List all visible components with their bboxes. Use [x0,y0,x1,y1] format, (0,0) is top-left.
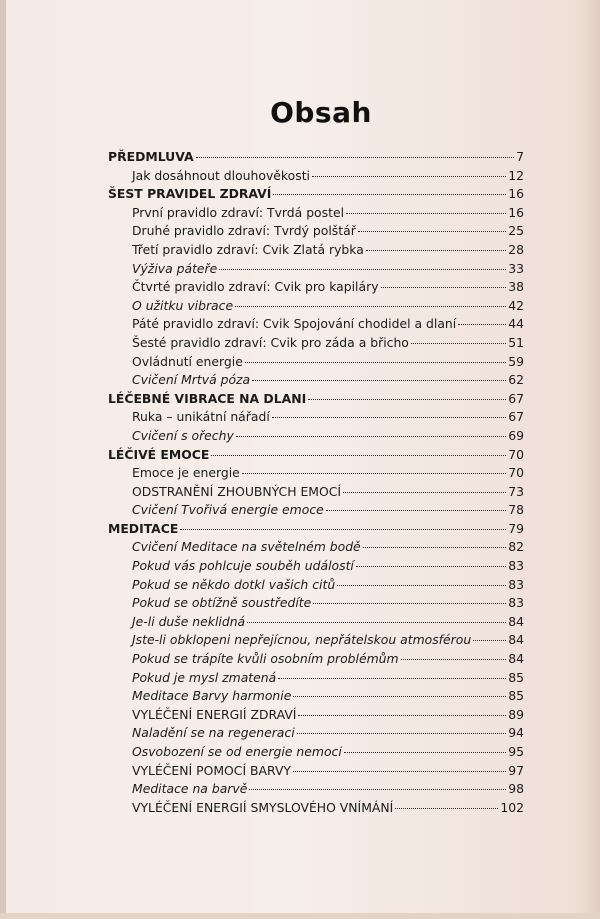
toc-entry-label: Čtvrté pravidlo zdraví: Cvik pro kapiláry [132,279,379,295]
table-of-contents [108,149,524,818]
toc-entry-page-number: 85 [508,669,524,685]
page-title: Obsah [270,96,372,129]
toc-entry [108,558,524,577]
toc-entry-label: Jak dosáhnout dlouhověkosti [132,167,310,183]
toc-entry-label: ŠEST PRAVIDEL ZDRAVÍ [108,186,272,202]
toc-entry-page-number: 12 [508,167,524,183]
toc-leader-dots [245,362,506,363]
toc-entry-page-number: 85 [508,688,524,704]
page-bottom-edge [0,913,600,919]
toc-entry [108,539,524,558]
toc-entry-label: VYLÉČENÍ ENERGIÍ ZDRAVÍ [132,706,297,722]
toc-entry [108,354,524,373]
toc-entry [108,298,524,317]
toc-entry [108,744,524,763]
toc-leader-dots [381,287,507,288]
toc-entry-label: Pokud se trápíte kvůli osobním problémům [132,651,399,667]
toc-entry-label: PŘEDMLUVA [108,149,194,164]
toc-entry [108,186,524,205]
toc-entry [108,521,524,540]
toc-entry-label: Výživa páteře [132,260,218,276]
toc-entry-page-number: 16 [508,186,524,202]
toc-entry-page-number: 84 [508,613,524,629]
toc-entry [108,632,524,651]
toc-entry-label: Ruka – unikátní nářadí [132,409,270,425]
toc-leader-dots [346,213,506,214]
toc-leader-dots [249,789,506,790]
toc-entry [108,428,524,447]
toc-entry-label: Je-li duše neklidná [132,613,246,629]
toc-entry-label: Páté pravidlo zdraví: Cvik Spojování chodidel a dlaní [132,316,457,332]
toc-leader-dots [401,659,507,660]
toc-entry [108,242,524,261]
toc-entry-page-number: 33 [508,260,524,276]
toc-entry [108,484,524,503]
toc-entry [108,707,524,726]
toc-entry [108,168,524,187]
toc-leader-dots [313,603,506,604]
toc-entry-label: Šesté pravidlo zdraví: Cvik pro záda a břicho [132,334,409,350]
toc-entry-label: Pokud se někdo dotkl vašich citů [132,576,336,592]
toc-entry [108,670,524,689]
toc-entry [108,651,524,670]
toc-entry-page-number: 67 [508,409,524,425]
toc-entry-page-number: 70 [508,465,524,481]
toc-entry-page-number: 70 [508,446,524,462]
toc-entry-page-number: 83 [508,558,524,574]
toc-entry-page-number: 69 [508,427,524,443]
toc-entry-page-number: 84 [508,632,524,648]
toc-entry-page-number: 89 [508,706,524,722]
toc-leader-dots [211,455,506,456]
toc-entry [108,409,524,428]
toc-leader-dots [272,417,506,418]
toc-entry [108,205,524,224]
toc-entry-page-number: 83 [508,595,524,611]
toc-entry-label: Cvičení Mrtvá póza [132,372,251,388]
toc-entry-page-number: 79 [508,520,524,536]
toc-entry-label: ODSTRANĚNÍ ZHOUBNÝCH EMOCÍ [132,483,342,499]
toc-entry [108,781,524,800]
toc-entry-page-number: 44 [508,316,524,332]
toc-leader-dots [473,640,506,641]
toc-leader-dots [458,324,506,325]
toc-entry-label: Pokud se obtížně soustředíte [132,595,312,611]
toc-entry [108,316,524,335]
toc-entry-page-number: 42 [508,297,524,313]
toc-leader-dots [252,380,506,381]
toc-leader-dots [278,678,506,679]
toc-entry-label: Ovládnutí energie [132,353,243,369]
toc-entry-page-number: 38 [508,279,524,295]
toc-leader-dots [343,492,506,493]
page-left-edge [0,0,6,919]
toc-entry-page-number: 67 [508,390,524,406]
toc-entry [108,335,524,354]
toc-leader-dots [242,473,506,474]
toc-entry-page-number: 73 [508,483,524,499]
toc-leader-dots [326,510,506,511]
toc-leader-dots [293,696,506,697]
toc-leader-dots [273,194,506,195]
toc-entry [108,279,524,298]
toc-entry-page-number: 97 [508,762,524,778]
toc-leader-dots [297,733,507,734]
toc-entry-page-number: 62 [508,372,524,388]
toc-leader-dots [247,622,506,623]
toc-leader-dots [236,436,506,437]
toc-entry-label: O užitku vibrace [132,297,234,313]
toc-entry-label: Cvičení Meditace na světelném bodě [132,539,361,555]
toc-entry-page-number: 95 [508,744,524,759]
toc-entry [108,800,524,819]
toc-entry-label: Cvičení s ořechy [132,427,234,443]
toc-entry-label: Pokud je mysl zmatená [132,669,277,685]
toc-leader-dots [363,547,507,548]
toc-entry [108,372,524,391]
toc-entry [108,688,524,707]
toc-entry [108,595,524,614]
toc-entry-label: Třetí pravidlo zdraví: Cvik Zlatá rybka [132,241,364,257]
toc-entry-page-number: 59 [508,353,524,369]
toc-leader-dots [411,343,506,344]
toc-leader-dots [180,529,506,530]
toc-entry [108,149,524,168]
toc-leader-dots [293,771,506,772]
toc-entry-label: LÉČEBNÉ VIBRACE NA DLANI [108,390,307,406]
toc-entry-page-number: 28 [508,241,524,257]
toc-entry-page-number: 84 [508,651,524,667]
toc-entry-label: VYLÉČENÍ POMOCÍ BARVY [132,762,291,778]
toc-entry-label: MEDITACE [108,520,179,536]
toc-entry-label: Cvičení Tvořivá energie emoce [132,502,324,518]
toc-entry [108,577,524,596]
toc-entry-page-number: 98 [508,781,524,797]
toc-entry-page-number: 16 [508,204,524,220]
toc-entry [108,465,524,484]
toc-entry-page-number: 7 [516,149,524,164]
toc-entry-label: Osvobození se od energie nemoci [132,744,342,759]
toc-entry-label: LÉČIVÉ EMOCE [108,446,210,462]
toc-entry-page-number: 51 [508,334,524,350]
toc-entry-page-number: 94 [508,725,524,741]
toc-entry [108,223,524,242]
toc-leader-dots [395,808,498,809]
toc-leader-dots [356,566,506,567]
toc-leader-dots [337,585,506,586]
toc-entry-label: Emoce je energie [132,465,240,481]
toc-entry-label: Jste-li obklopeni nepřejícnou, nepřátelskou atmosférou [132,632,472,648]
toc-entry-page-number: 82 [508,539,524,555]
toc-leader-dots [298,715,506,716]
toc-entry-label: Druhé pravidlo zdraví: Tvrdý polštář [132,223,356,239]
toc-leader-dots [366,250,506,251]
toc-entry [108,391,524,410]
toc-entry-label: První pravidlo zdraví: Tvrdá postel [132,204,345,220]
toc-leader-dots [219,269,506,270]
toc-leader-dots [196,157,515,158]
toc-leader-dots [312,176,506,177]
toc-entry-label: VYLÉČENÍ ENERGIÍ SMYSLOVÉHO VNÍMÁNÍ [132,799,394,815]
toc-leader-dots [308,399,506,400]
toc-entry-label: Meditace na barvě [132,781,248,797]
toc-entry-page-number: 25 [508,223,524,239]
toc-entry-page-number: 78 [508,502,524,518]
toc-entry-label: Naladění se na regeneraci [132,725,295,741]
toc-entry [108,261,524,280]
toc-entry [108,614,524,633]
toc-entry [108,502,524,521]
toc-entry [108,725,524,744]
toc-entry-page-number: 83 [508,576,524,592]
toc-leader-dots [358,231,506,232]
toc-leader-dots [235,306,506,307]
toc-entry-label: Meditace Barvy harmonie [132,688,292,704]
toc-entry [108,763,524,782]
toc-entry-label: Pokud vás pohlcuje souběh událostí [132,558,354,574]
toc-leader-dots [344,752,506,753]
toc-entry-page-number: 102 [500,799,524,815]
toc-entry [108,447,524,466]
